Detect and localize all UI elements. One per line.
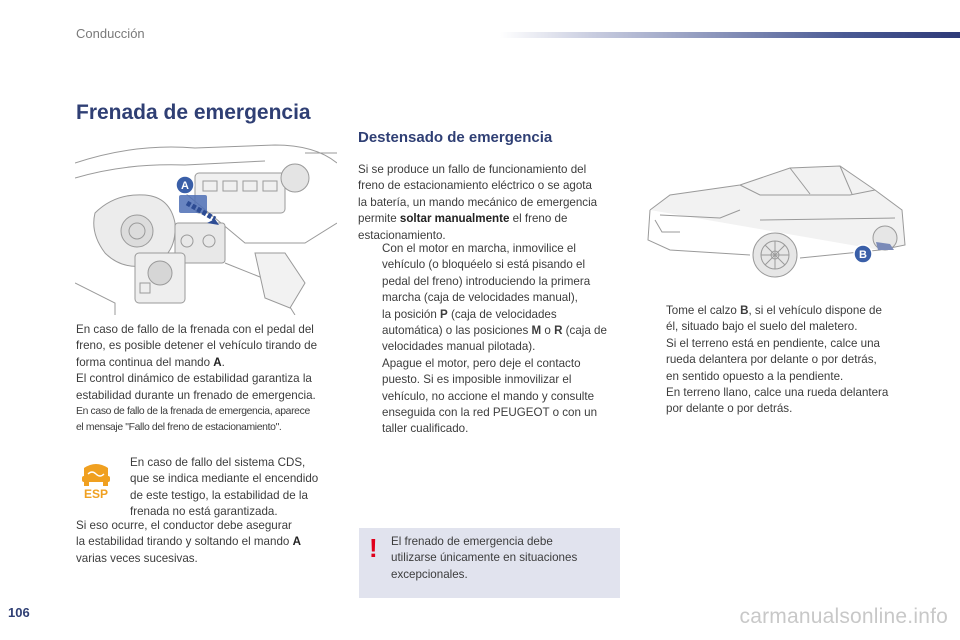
bold-text: P [440, 307, 448, 321]
esp-label: ESP [83, 487, 109, 500]
line: él, situado bajo el suelo del maletero. [666, 320, 858, 334]
watermark: carmanualsonline.info [739, 605, 948, 628]
line-end: . [221, 355, 225, 369]
warning-box [359, 528, 620, 598]
parking-brake-illustration [75, 133, 337, 315]
line: enseguida con la red PEUGEOT o con un [382, 406, 598, 420]
line [76, 355, 338, 371]
line-text: permite [358, 212, 400, 226]
bold-text: soltar manualmente [399, 212, 510, 226]
line-text: la posición [382, 307, 441, 321]
line: En caso de fallo de la frenada con el pedal del [76, 323, 314, 336]
line: En caso de fallo de la frenada de emergencia, aparece [76, 406, 310, 418]
paragraph-brake-failure [76, 322, 338, 436]
line [382, 323, 622, 339]
line: la batería, un mando mecánico de emergencia [358, 195, 598, 209]
section-label: Conducción [76, 26, 145, 41]
control-a-ref: A [213, 355, 222, 369]
line: utilizarse únicamente en situaciones [391, 551, 578, 565]
line-text: o [541, 324, 555, 338]
steps-list [358, 241, 622, 438]
line: vehículo, no accione el mando y consulte [382, 389, 595, 403]
page-title: Frenada de emergencia [76, 101, 311, 124]
list-item [642, 303, 910, 336]
line: En caso de fallo del sistema CDS, [130, 456, 306, 469]
line: El control dinámico de estabilidad garantiza la [76, 372, 312, 386]
line: taller cualificado. [382, 422, 469, 436]
line-text: la estabilidad tirando y soltando el mando [76, 535, 293, 549]
bold-text: B [740, 304, 749, 317]
line [382, 307, 622, 323]
page-number: 106 [8, 605, 30, 620]
line: puesto. Si es imposible inmovilizar el [382, 373, 572, 387]
warning-text [391, 534, 615, 583]
line-text: Tome el calzo [666, 304, 741, 317]
car-illustration [640, 150, 910, 282]
line: El frenado de emergencia debe [391, 535, 553, 548]
control-a-ref: A [292, 535, 301, 549]
line: freno, es posible detener el vehículo tirando de [76, 339, 318, 353]
line [358, 211, 618, 227]
list-item [642, 336, 910, 418]
line: vehículo (o bloquéelo si está pisando el [382, 258, 586, 272]
bold-text: R [554, 324, 563, 338]
line: de este testigo, la estabilidad de la [130, 488, 308, 502]
line: marcha (caja de velocidades manual), [382, 291, 578, 305]
line: freno de estacionamiento eléctrico o se agota [358, 179, 592, 193]
list-item [358, 241, 622, 356]
line: Apague el motor, pero deje el contacto [382, 356, 581, 370]
callout-a: A [181, 180, 189, 192]
line: que se indica mediante el encendido [130, 472, 319, 486]
line: En terreno llano, calce una rueda delantera [666, 386, 889, 400]
paragraph-after [76, 518, 338, 567]
section-subtitle: Destensado de emergencia [358, 129, 553, 146]
list-item [358, 356, 622, 438]
line: Si eso ocurre, el conductor debe asegurar [76, 519, 292, 532]
line: frenada no está garantizada. [130, 505, 278, 519]
callout-b: B [859, 249, 867, 261]
line: el mensaje "Fallo del freno de estacionamiento". [76, 422, 282, 434]
line-text: el freno de [509, 212, 568, 226]
line-text: forma continua del mando [76, 355, 214, 369]
line: velocidades manual pilotada). [382, 340, 536, 354]
bold-text: M [531, 324, 542, 338]
line: varias veces sucesivas. [76, 551, 198, 565]
line: estacionamiento. [358, 228, 446, 242]
line: excepcionales. [391, 567, 468, 581]
paragraph-cds [130, 455, 335, 521]
paragraph-intro [358, 162, 618, 244]
line-text: automática) o las posiciones [382, 324, 532, 338]
line-text: (caja de [562, 324, 607, 338]
line: Si el terreno está en pendiente, calce una [666, 336, 880, 350]
warning-icon: ! [369, 533, 378, 563]
line [666, 303, 910, 319]
line: por delante o por detrás. [666, 402, 793, 416]
line: en sentido opuesto a la pendiente. [666, 369, 844, 383]
chock-list [642, 303, 910, 418]
esp-warning-icon [78, 460, 114, 500]
line [76, 534, 338, 550]
line: Si se produce un fallo de funcionamiento del [358, 163, 587, 176]
line-text: , si el vehículo dispone de [748, 304, 882, 317]
header-bar [500, 32, 960, 38]
line: rueda delantera por delante o por detrás, [666, 353, 877, 367]
line: estabilidad durante un frenado de emergencia. [76, 388, 316, 402]
line: pedal del freno) introduciendo la primera [382, 274, 591, 288]
line: Con el motor en marcha, inmovilice el [382, 242, 576, 255]
line-text: (caja de velocidades [447, 307, 557, 321]
